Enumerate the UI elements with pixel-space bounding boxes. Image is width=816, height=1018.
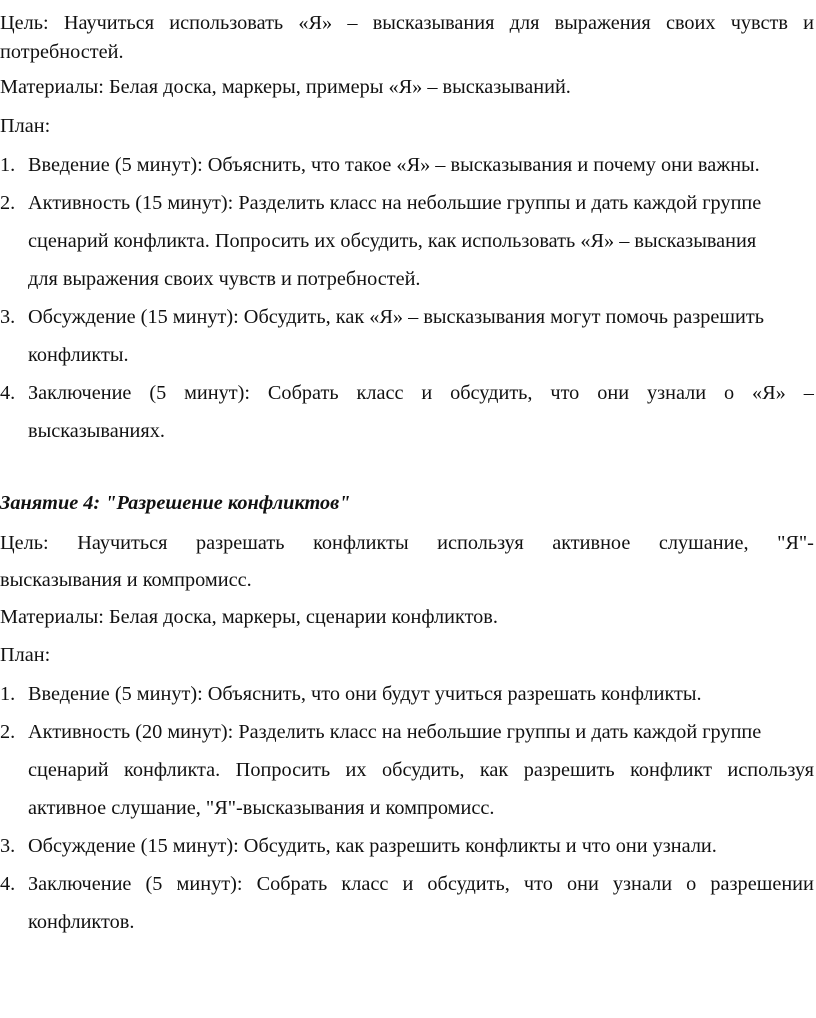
materials-line: Материалы: Белая доска, маркеры, сценарии конфликтов. [0,606,498,628]
word: о [686,873,697,895]
word: Заключение [28,873,132,895]
word: разрешать [196,532,285,554]
word: "Я"- [777,532,814,554]
list-item-continuation [28,757,814,783]
list-item-number: 3. [0,835,16,857]
list-item-continuation: высказываниях. [28,420,165,442]
word: слушание, [658,532,749,554]
list-item-continuation: сценарий конфликта. Попросить их обсудить, как использовать «Я» – высказывания [28,230,757,252]
word: Цель: [0,532,49,554]
list-item-text: Активность (20 минут): Разделить класс на небольшие группы и дать каждой группе [28,721,762,743]
list-item-text [28,871,814,897]
word: как [479,759,509,781]
word: что [523,873,553,895]
list-item-number: 1. [0,683,16,705]
word: они [597,382,630,404]
section-heading: Занятие 4: "Разрешение конфликтов" [0,492,351,514]
word: конфликт [630,759,712,781]
goal-line-1 [0,530,814,556]
word: что [550,382,580,404]
word: Собрать [267,382,339,404]
list-item-text: Обсуждение (15 минут): Обсудить, как разрешить конфликты и что они узнали. [28,835,717,857]
list-item-number: 4. [0,382,16,404]
list-item-number: 2. [0,721,16,743]
word: обсудить, [427,873,510,895]
word: класс [341,873,389,895]
word: – [347,12,358,34]
word: для [509,12,540,34]
word: использовать [169,12,284,34]
list-item-number: 3. [0,306,16,328]
list-item-text: Введение (5 минут): Объяснить, что они будут учиться разрешать конфликты. [28,683,702,705]
materials-line: Материалы: Белая доска, маркеры, примеры «Я» – высказываний. [0,76,571,98]
word: минут): [184,382,251,404]
list-item-number: 4. [0,873,16,895]
word: узнали [646,382,707,404]
word: Научиться [77,532,168,554]
word: минут): [176,873,243,895]
plan-label: План: [0,115,51,137]
word: сценарий [28,759,109,781]
word: используя [727,759,814,781]
word: конфликта. [124,759,221,781]
word: используя [437,532,524,554]
word: активное [552,532,631,554]
word: конфликты [313,532,409,554]
word: и [402,873,414,895]
word: Собрать [256,873,328,895]
list-item-text [28,380,814,406]
list-item-continuation: для выражения своих чувств и потребностей. [28,268,421,290]
word: чувств [730,12,788,34]
word: узнали [612,873,673,895]
word: «Я» [752,382,786,404]
word: разрешении [710,873,814,895]
word: Попросить [235,759,331,781]
word: и [803,12,814,34]
word: они [566,873,599,895]
list-item-continuation: активное слушание, "Я"-высказывания и компромисс. [28,797,495,819]
word: обсудить, [450,382,533,404]
list-item-number: 2. [0,192,16,214]
word: – [803,382,814,404]
word: «Я» [298,12,333,34]
list-item-text: Введение (5 минут): Объяснить, что такое «Я» – высказывания и почему они важны. [28,154,760,176]
word: класс [356,382,404,404]
list-item-continuation: конфликты. [28,344,129,366]
word: обсудить, [381,759,465,781]
word: и [421,382,433,404]
word: своих [665,12,716,34]
plan-label: План: [0,644,51,666]
list-item-text: Обсуждение (15 минут): Обсудить, как «Я» – высказывания могут помочь разрешить [28,306,764,328]
word: высказывания [372,12,495,34]
list-item-continuation: конфликтов. [28,911,135,933]
word: о [723,382,735,404]
word: выражения [554,12,651,34]
goal-line-1 [0,10,814,36]
goal-line-2: высказывания и компромисс. [0,569,252,591]
word: разрешить [523,759,615,781]
word: Цель: [0,12,49,34]
list-item-number: 1. [0,154,16,176]
goal-line-2: потребностей. [0,41,124,63]
word: Научиться [63,12,155,34]
word: (5 [149,382,167,404]
word: (5 [145,873,163,895]
word: их [345,759,367,781]
word: Заключение [28,382,132,404]
list-item-text: Активность (15 минут): Разделить класс на небольшие группы и дать каждой группе [28,192,762,214]
